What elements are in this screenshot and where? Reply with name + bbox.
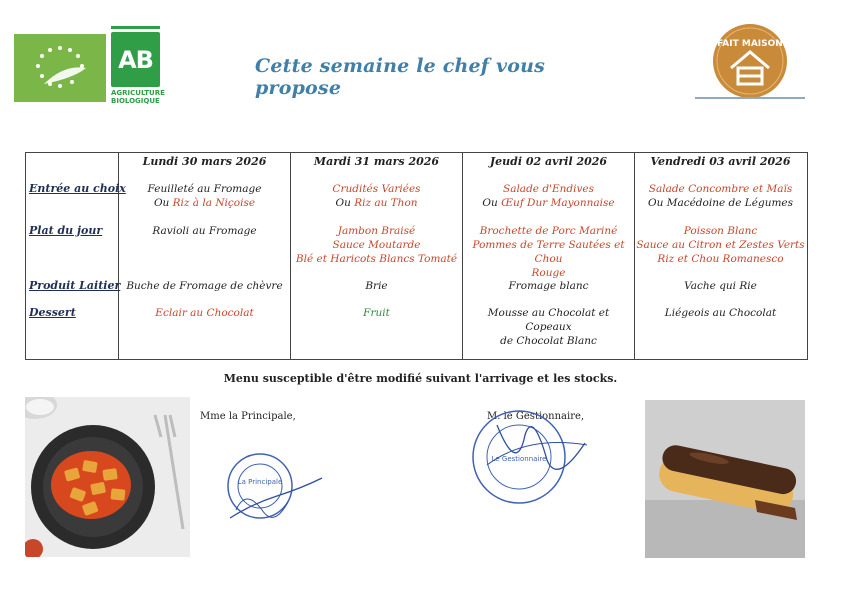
- menu-cell-line: [463, 238, 634, 266]
- menu-item-text: Blé et Haricots Blancs Tomaté: [295, 253, 458, 265]
- menu-cell: [119, 182, 290, 210]
- fait-maison-footer-rule: [695, 95, 805, 101]
- page-title: Cette semaine le chef vous propose: [255, 55, 546, 99]
- menu-cell: [119, 279, 290, 293]
- menu-item-text: Pommes de Terre Sautées et Chou: [472, 239, 625, 265]
- menu-item-text: Feuilleté au Fromage: [147, 183, 262, 195]
- menu-cell-line: [463, 182, 634, 196]
- ravioli-dish-photo: [25, 397, 190, 557]
- menu-cell-line: [635, 306, 806, 320]
- menu-cell: [463, 306, 634, 348]
- menu-cell-line: [463, 306, 634, 334]
- menu-item-text: Poisson Blanc: [683, 225, 758, 237]
- ab-logo: [111, 26, 165, 106]
- menu-notice: Menu susceptible d'être modifié suivant l'arrivage et les stocks.: [223, 372, 618, 385]
- menu-cell-line: [635, 279, 806, 293]
- menu-cell-line: [119, 224, 290, 238]
- row-label: Produit Laitier: [29, 279, 121, 292]
- menu-item-text: Riz et Chou Romanesco: [657, 253, 784, 265]
- day-header: Jeudi 02 avril 2026: [489, 155, 608, 168]
- menu-cell-line: [291, 238, 462, 252]
- day-header: Vendredi 03 avril 2026: [650, 155, 791, 168]
- menu-cell: [635, 182, 806, 210]
- menu-cell-line: [291, 306, 462, 320]
- menu-cell: [463, 182, 634, 210]
- menu-item-text: Ou: [335, 197, 355, 209]
- menu-item-text: Mousse au Chocolat et Copeaux: [487, 307, 610, 333]
- menu-cell-line: [635, 252, 806, 266]
- menu-cell-line: [119, 306, 290, 320]
- menu-item-text: Ravioli au Fromage: [152, 225, 257, 237]
- menu-item-text: Ou: [153, 197, 173, 209]
- menu-item-text: Brie: [365, 280, 388, 292]
- menu-cell: [635, 224, 806, 266]
- menu-item-text: Sauce Moutarde: [332, 239, 421, 251]
- menu-cell-line: [463, 224, 634, 238]
- menu-cell-line: [635, 196, 806, 210]
- menu-cell: [463, 224, 634, 280]
- ab-caption-line2: BIOLOGIQUE: [111, 97, 160, 105]
- menu-item-text: Vache qui Rie: [684, 280, 757, 292]
- menu-item-text: Brochette de Porc Mariné: [479, 225, 618, 237]
- menu-item-text: Eclair au Chocolat: [155, 307, 254, 319]
- day-header: Mardi 31 mars 2026: [313, 155, 440, 168]
- menu-cell-line: [635, 238, 806, 252]
- menu-cell-line: [635, 182, 806, 196]
- fait-maison-text: FAIT MAISON: [717, 39, 783, 49]
- principale-label: Mme la Principale,: [200, 411, 296, 422]
- menu-cell: [291, 182, 462, 210]
- menu-cell: [119, 306, 290, 320]
- menu-item-text: Rouge: [531, 267, 566, 279]
- gestionnaire-stamp: [467, 405, 592, 510]
- ab-letters: AB: [118, 46, 153, 74]
- menu-cell-line: [291, 279, 462, 293]
- menu-cell: [463, 279, 634, 293]
- ab-top-rule: [111, 26, 160, 29]
- chocolate-eclair-photo: [645, 400, 805, 558]
- day-header: Lundi 30 mars 2026: [142, 155, 267, 168]
- menu-cell-line: [463, 279, 634, 293]
- menu-item-text: Fromage blanc: [508, 280, 589, 292]
- menu-item-text: Fruit: [363, 307, 390, 319]
- menu-cell-line: [291, 252, 462, 266]
- menu-cell-line: [463, 196, 634, 210]
- menu-cell-line: [291, 224, 462, 238]
- menu-item-text: Ou Macédoine de Légumes: [647, 197, 794, 209]
- menu-cell-line: [463, 334, 634, 348]
- row-label: Plat du jour: [29, 224, 103, 237]
- menu-item-text: Riz à la Niçoise: [172, 197, 256, 209]
- eu-organic-logo: [14, 34, 106, 102]
- menu-cell-line: [119, 196, 290, 210]
- menu-cell: [291, 306, 462, 320]
- stamp-center-text: Le Gestionnaire: [491, 455, 547, 463]
- gestionnaire-label: M. le Gestionnaire,: [487, 411, 585, 422]
- menu-cell: [635, 279, 806, 293]
- menu-item-text: Riz au Thon: [354, 197, 418, 209]
- menu-item-text: Ou: [482, 197, 502, 209]
- principale-stamp: [222, 448, 332, 526]
- ab-box: [111, 32, 160, 87]
- stamp-center-text: La Principale: [237, 478, 283, 486]
- menu-item-text: Sauce au Citron et Zestes Verts: [636, 239, 805, 251]
- menu-cell-line: [119, 279, 290, 293]
- row-label: Dessert: [29, 306, 76, 319]
- row-label: Entrée au choix: [29, 182, 126, 195]
- menu-item-text: Liégeois au Chocolat: [664, 307, 777, 319]
- menu-item-text: Salade d'Endives: [503, 183, 594, 195]
- menu-item-text: Jambon Braisé: [337, 225, 416, 237]
- eu-organic-leaf-icon: [14, 34, 106, 102]
- menu-cell: [291, 224, 462, 266]
- menu-item-text: Buche de Fromage de chèvre: [126, 280, 283, 292]
- menu-item-text: de Chocolat Blanc: [500, 335, 597, 347]
- menu-cell: [291, 279, 462, 293]
- menu-cell-line: [119, 182, 290, 196]
- fait-maison-logo: [711, 22, 789, 100]
- menu-cell-line: [291, 182, 462, 196]
- menu-cell-line: [463, 266, 634, 280]
- menu-item-text: Œuf Dur Mayonnaise: [501, 197, 615, 209]
- ab-caption-line1: AGRICULTURE: [111, 89, 165, 97]
- menu-cell: [119, 224, 290, 238]
- menu-cell-line: [635, 224, 806, 238]
- menu-cell-line: [291, 196, 462, 210]
- menu-cell: [635, 306, 806, 320]
- menu-item-text: Crudités Variées: [332, 183, 421, 195]
- menu-item-text: Salade Concombre et Maïs: [648, 183, 793, 195]
- ab-caption: [111, 89, 165, 105]
